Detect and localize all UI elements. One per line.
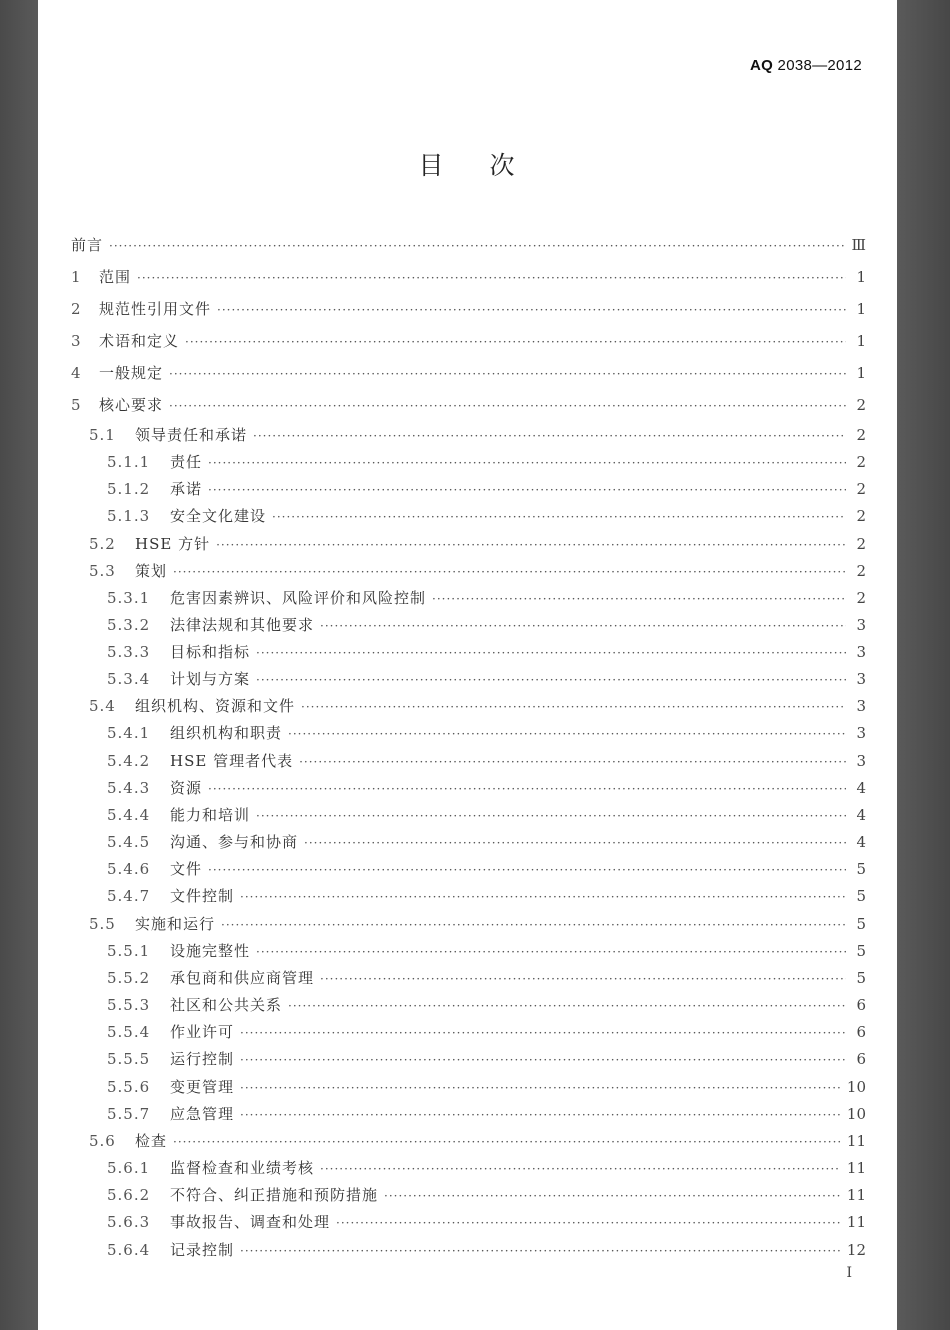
toc-entry[interactable] (71, 360, 866, 392)
toc-entry[interactable] (71, 885, 866, 912)
toc-entry-label: 危害因素辨识、风险评价和风险控制 (170, 588, 427, 607)
toc-entry-number: 5.6.3 (107, 1213, 151, 1232)
toc-entry-label: 检查 (135, 1131, 168, 1150)
toc-entry-number: 5.1.3 (107, 507, 151, 526)
toc-entry-page: 6 (856, 996, 866, 1014)
toc-entry-label: 策划 (135, 561, 168, 580)
toc-entry[interactable] (71, 1211, 866, 1238)
leader-dots (301, 696, 846, 719)
leader-dots (272, 506, 846, 529)
toc-entry-number: 5.3 (89, 561, 116, 580)
toc-entry-number: 5.3.2 (107, 615, 151, 634)
leader-dots (256, 805, 846, 828)
toc-entry-label: 组织机构和职责 (170, 724, 283, 743)
toc-entry[interactable] (71, 1103, 866, 1130)
toc-entry-number: 5.3.3 (107, 642, 151, 661)
toc-entry-page: 5 (856, 887, 866, 906)
leader-dots (208, 778, 846, 801)
toc-entry-page: 2 (856, 426, 866, 444)
toc-entry-number: 5.5 (89, 914, 116, 933)
leader-dots (240, 1077, 841, 1100)
toc-entry-label: 设施完整性 (170, 941, 251, 960)
toc-entry-page: 3 (856, 670, 866, 689)
leader-dots (216, 534, 846, 557)
toc-entry-number: 5 (71, 396, 82, 414)
toc-entry-page: 6 (856, 1023, 866, 1042)
leader-dots (173, 561, 846, 584)
leader-dots (320, 1158, 841, 1181)
toc-entry[interactable] (71, 1239, 866, 1266)
toc-entry-label: 文件 (170, 860, 203, 879)
toc-entry-number: 5.5.3 (107, 996, 151, 1014)
toc-entry-number: 5.6.4 (107, 1240, 151, 1259)
toc-entry[interactable] (71, 1021, 866, 1048)
toc-entry[interactable] (71, 587, 866, 614)
leader-dots (240, 1022, 846, 1045)
leader-dots (304, 832, 846, 855)
toc-entry-number: 5.5.2 (107, 968, 151, 987)
toc-entry[interactable] (71, 1130, 866, 1157)
toc-entry[interactable] (71, 451, 866, 478)
toc-entry-label: 能力和培训 (170, 805, 251, 824)
toc-entry-preface[interactable] (71, 232, 866, 264)
leader-dots (432, 588, 846, 611)
toc-entry-page: 11 (846, 1131, 866, 1150)
toc-entry-page: 11 (846, 1213, 866, 1232)
leader-dots (288, 995, 846, 1018)
toc-entry-label: 术语和定义 (99, 332, 180, 350)
toc-entry[interactable] (71, 1048, 866, 1075)
leader-dots (109, 233, 846, 259)
leader-dots (169, 393, 846, 419)
toc-entry-label: 一般规定 (99, 364, 164, 382)
toc-entry-page: 2 (856, 480, 866, 499)
document-code (750, 57, 862, 74)
doc-code-number: 2038—2012 (777, 57, 862, 74)
toc-entry[interactable] (71, 1157, 866, 1184)
toc-entry-label: 承诺 (170, 480, 203, 499)
toc-entry-page: 1 (856, 268, 866, 286)
toc-entry[interactable] (71, 424, 866, 451)
toc-entry-page: 10 (846, 1104, 866, 1123)
toc-entry-label: 范围 (99, 268, 132, 286)
toc-entry-page: 5 (856, 941, 866, 960)
toc-entry[interactable] (71, 533, 866, 560)
toc-entry-label: 计划与方案 (170, 670, 251, 689)
toc-entry-number: 4 (71, 364, 82, 382)
page-title (38, 146, 897, 182)
title-char-2: 次 (489, 151, 517, 180)
toc-entry-label: 不符合、纠正措施和预防措施 (170, 1186, 379, 1205)
toc-entry-number: 5.5.1 (107, 941, 151, 960)
toc-entry[interactable] (71, 940, 866, 967)
toc-entry-number: 5.4.6 (107, 860, 151, 879)
toc-entry-page: 6 (856, 1050, 866, 1069)
toc-entry[interactable] (71, 478, 866, 505)
toc-entry-page: 10 (846, 1077, 866, 1096)
leader-dots (299, 751, 846, 774)
toc-entry-label: 记录控制 (170, 1240, 235, 1259)
toc-entry-page: 4 (856, 778, 866, 797)
leader-dots (253, 425, 846, 448)
doc-code-prefix: AQ (749, 57, 774, 74)
toc-entry-number: 5.6.1 (107, 1158, 151, 1177)
toc-entry[interactable] (71, 804, 866, 831)
toc-entry-page: 11 (846, 1158, 866, 1177)
toc-entry[interactable] (71, 695, 866, 722)
leader-dots (320, 968, 846, 991)
toc-entry-page: 2 (856, 453, 866, 471)
toc-entry-number: 5.1.1 (107, 453, 151, 471)
leader-dots (384, 1185, 841, 1208)
toc-entry[interactable] (71, 831, 866, 858)
toc-entry-page: 3 (856, 751, 866, 770)
leader-dots (173, 1131, 841, 1154)
leader-dots (256, 669, 846, 692)
toc-entry-page: 3 (856, 724, 866, 743)
toc-entry-number: 5.5.4 (107, 1023, 151, 1042)
leader-dots (221, 914, 846, 937)
toc-entry-label: 法律法规和其他要求 (170, 615, 315, 634)
toc-entry[interactable] (71, 750, 866, 777)
toc-entry[interactable] (71, 777, 866, 804)
leader-dots (240, 1049, 846, 1072)
leader-dots (208, 859, 846, 882)
toc-entry[interactable] (71, 994, 866, 1021)
toc-entry-label: 监督检查和业绩考核 (170, 1158, 315, 1177)
toc-entry-number: 5.4 (89, 697, 116, 716)
toc-entry-number: 5.4.5 (107, 833, 151, 852)
leader-dots (185, 329, 846, 355)
toc-entry[interactable] (71, 505, 866, 532)
leader-dots (208, 479, 846, 502)
toc-entry-label: HSE 管理者代表 (170, 751, 294, 770)
toc-entry-page: 1 (856, 364, 866, 382)
toc-entry-page: 2 (856, 507, 866, 526)
toc-entry-label: 安全文化建设 (170, 507, 267, 526)
leader-dots (169, 361, 846, 387)
toc-entry-number: 5.4.3 (107, 778, 151, 797)
toc-entry-label: 核心要求 (99, 396, 164, 414)
toc-entry-number: 1 (71, 268, 82, 286)
toc-entry-page: 12 (846, 1240, 866, 1259)
toc-entry[interactable] (71, 392, 866, 424)
toc-entry-label: 承包商和供应商管理 (170, 968, 315, 987)
toc-entry-label: 资源 (170, 778, 203, 797)
toc-entry-page: 2 (856, 396, 866, 414)
toc-entry[interactable] (71, 967, 866, 994)
toc-entry-number: 5.6 (89, 1131, 116, 1150)
toc-entry-label: HSE 方针 (135, 534, 211, 553)
toc-entry-page: 5 (856, 914, 866, 933)
toc-entry[interactable] (71, 913, 866, 940)
toc-entry-number: 5.1 (89, 426, 116, 444)
toc-entry[interactable] (71, 1184, 866, 1211)
toc-entry-label: 事故报告、调查和处理 (170, 1213, 331, 1232)
leader-dots (137, 265, 846, 291)
toc-entry-page: 2 (856, 588, 866, 607)
toc-entry-page: 5 (856, 860, 866, 879)
toc-entry[interactable] (71, 264, 866, 296)
leader-dots (208, 452, 846, 475)
toc-entry-number: 3 (71, 332, 82, 350)
toc-entry[interactable] (71, 641, 866, 668)
toc-entry-page: 3 (856, 642, 866, 661)
title-char-1: 目 (418, 151, 446, 180)
toc-entry-number: 5.3.1 (107, 588, 151, 607)
toc-entry[interactable] (71, 668, 866, 695)
toc-entry[interactable] (71, 296, 866, 328)
toc-entry-number: 5.4.4 (107, 805, 151, 824)
leader-dots (240, 1104, 841, 1127)
toc-entry-number: 5.6.2 (107, 1186, 151, 1205)
toc-entry[interactable] (71, 560, 866, 587)
table-of-contents (71, 232, 866, 1266)
leader-dots (240, 886, 846, 909)
toc-entry-page: 3 (856, 615, 866, 634)
toc-entry-page: 4 (856, 805, 866, 824)
toc-entry-page: 3 (856, 697, 866, 716)
toc-entry-label: 目标和指标 (170, 642, 251, 661)
toc-entry-label: 沟通、参与和协商 (170, 833, 299, 852)
toc-entry-number: 5.1.2 (107, 480, 151, 499)
toc-entry-label: 规范性引用文件 (99, 300, 212, 318)
toc-entry-number: 2 (71, 300, 82, 318)
toc-entry-number: 5.5.6 (107, 1077, 151, 1096)
toc-entry[interactable] (71, 722, 866, 749)
toc-entry[interactable] (71, 1076, 866, 1103)
toc-entry-page: 4 (856, 833, 866, 852)
toc-entry-label: 领导责任和承诺 (135, 426, 248, 444)
document-page (38, 0, 897, 1330)
toc-entry-page: 1 (856, 332, 866, 350)
toc-entry-page: 11 (846, 1186, 866, 1205)
toc-entry-label: 应急管理 (170, 1104, 235, 1123)
toc-entry-page: Ⅲ (851, 236, 866, 254)
toc-entry-label: 组织机构、资源和文件 (135, 697, 296, 716)
toc-entry[interactable] (71, 614, 866, 641)
leader-dots (217, 297, 846, 323)
toc-entry-number: 5.5.7 (107, 1104, 151, 1123)
toc-entry-label: 社区和公共关系 (170, 996, 283, 1014)
toc-entry-number: 5.4.7 (107, 887, 151, 906)
toc-entry-label: 作业许可 (170, 1023, 235, 1042)
leader-dots (256, 642, 846, 665)
toc-entry-page: 2 (856, 534, 866, 553)
leader-dots (320, 615, 846, 638)
leader-dots (256, 941, 846, 964)
toc-entry-label: 文件控制 (170, 887, 235, 906)
leader-dots (240, 1240, 841, 1263)
toc-entry-page: 1 (856, 300, 866, 318)
toc-entry-number: 5.3.4 (107, 670, 151, 689)
toc-entry[interactable] (71, 858, 866, 885)
toc-entry-page: 5 (856, 968, 866, 987)
toc-entry-label: 实施和运行 (135, 914, 216, 933)
page-number: Ⅰ (846, 1265, 852, 1281)
toc-entry-number: 5.5.5 (107, 1050, 151, 1069)
toc-entry-label: 变更管理 (170, 1077, 235, 1096)
toc-entry-number: 5.4.1 (107, 724, 151, 743)
leader-dots (288, 723, 846, 746)
toc-entry-label: 责任 (170, 453, 203, 471)
toc-entry-label: 运行控制 (170, 1050, 235, 1069)
toc-entry-number: 5.4.2 (107, 751, 151, 770)
toc-entry-number: 5.2 (89, 534, 116, 553)
toc-entry-label: 前言 (71, 236, 104, 254)
leader-dots (336, 1212, 841, 1235)
toc-entry-page: 2 (856, 561, 866, 580)
toc-entry[interactable] (71, 328, 866, 360)
